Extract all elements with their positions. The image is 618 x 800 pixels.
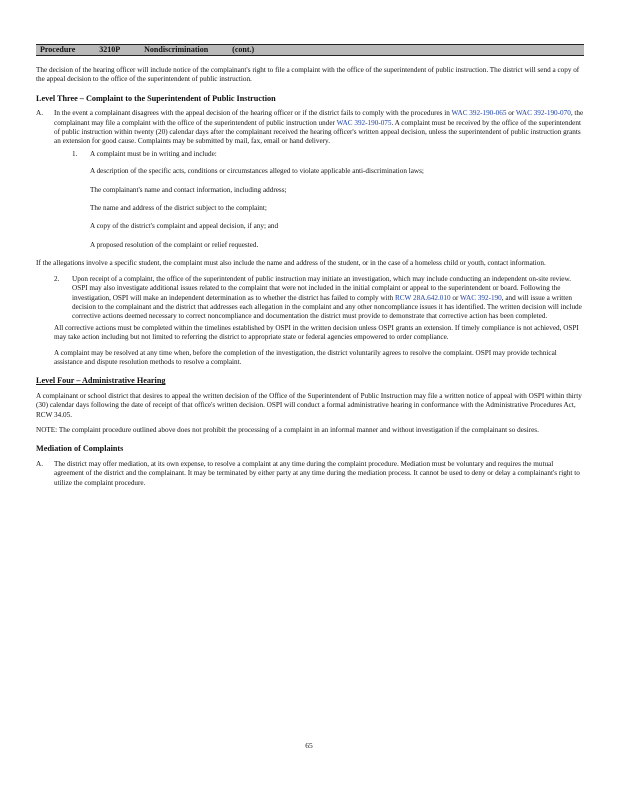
level-three-heading: Level Three – Complaint to the Superintendent of Public Instruction [36, 93, 276, 103]
rcw-28a-link[interactable]: RCW 28A.642.010 [394, 293, 451, 302]
wac-075-link[interactable]: WAC 392-190-075 [336, 118, 392, 127]
level-three-item-a [36, 109, 584, 161]
sub-item-2-body [72, 275, 584, 322]
item-a-marker: A. [36, 109, 43, 118]
bullet-glyph [72, 204, 90, 213]
mediation-item-a [36, 460, 584, 488]
bullet-item [72, 186, 584, 195]
sub-item-2 [54, 275, 584, 322]
bullet-text: A copy of the district's complaint and appeal decision, if any; and [90, 222, 279, 231]
page-number: 65 [305, 741, 313, 750]
header-cont: (cont.) [232, 45, 255, 54]
header-number: 3210P [99, 45, 121, 54]
intro-paragraph: The decision of the hearing officer will include notice of the complainant's right to file a complaint with the office of the superintendent of public instruction. The district will send a copy of the appeal decision to the office of the superintendent of public instruction. [36, 66, 580, 84]
note-paragraph: NOTE: The complaint procedure outlined above does not prohibit the processing of a complaint in an informal manner and without investigation if the complainant so desires. [36, 425, 539, 434]
item-a-text-4: . A complaint must be received by the office of the superintendent of public instruction within twenty (20) calendar days after the complainant received the hearing officer's written appeal decision, unless the superintendent of public instruction grants an extension for good cause. Complaints may be submitted by mail, fax, email or hand delivery. [54, 118, 581, 146]
item-2-text-3: , and will issue a written decision to the complainant and the district that addresses each allegation in the complaint and any other noncompliance issues it has identified. The written decision will include corrective actions deemed necessary to correct noncompliance and documentation the district must provide to demonstrate that corrective action has been completed. [72, 293, 582, 321]
sub-item-1-text: A complaint must be in writing and include: [90, 149, 217, 158]
bullet-glyph [72, 222, 90, 231]
bullet-glyph [72, 186, 90, 195]
student-note-paragraph: If the allegations involve a specific student, the complaint must also include the name and address of the student, or in the case of a homeless child or youth, contact information. [36, 259, 546, 268]
level-four-heading [36, 376, 584, 385]
voluntary-resolution-paragraph: A complaint may be resolved at any time when, before the completion of the investigation, the district voluntarily agrees to resolve the complaint. OSPI may provide technical assistance and dispute resolution methods to resolve a complaint. [54, 348, 557, 366]
level-four-paragraph: A complainant or school district that desires to appeal the written decision of the Office of the Superintendent of Public Instruction may file a written notice of appeal with OSPI within thirty (30) calendar days following the date of receipt of that office's written decision. OSPI will conduct a formal administrative hearing in conformance with the Administrative Procedures Act, RCW 34.05. [36, 391, 582, 419]
bullet-text: The name and address of the district subject to the complaint; [90, 204, 267, 213]
procedure-header [36, 44, 584, 56]
bullet-text: A proposed resolution of the complaint or relief requested. [90, 240, 259, 249]
mediation-heading: Mediation of Complaints [36, 444, 124, 454]
mediation-a-marker: A. [36, 459, 43, 468]
wac-070-link[interactable]: WAC 392-190-070 [515, 109, 571, 118]
sub-item-2-paragraph [72, 275, 584, 322]
corrective-actions-paragraph: All corrective actions must be completed within the timelines established by OSPI in the written decision unless OSPI grants an extension. If timely compliance is not achieved, OSPI may take action including but not limited to referring the district to appropriate state or federal agencies empowered to order compliance. [54, 323, 579, 342]
item-a-text-1: In the event a complainant disagrees with the appeal decision of the hearing officer or if the district fails to comply with the procedures in [54, 109, 450, 118]
item-a-body [54, 109, 584, 161]
item-2-text-2: or [452, 293, 459, 302]
sub-item-2-marker: 2. [54, 274, 60, 283]
bullet-item [72, 222, 584, 231]
sub-item-1-marker: 1. [72, 149, 78, 158]
item-a-paragraph [54, 109, 584, 147]
wac-392-190-link[interactable]: WAC 392-190 [460, 293, 502, 302]
item-2-text-1: Upon receipt of a complaint, the office of the superintendent of public instruction may initiate an investigation, which may include conducting an independent on-site review. OSPI may also investigate additional issues related to the complaint that were not included in the initial complaint or appeal to the superintendent or board. Following the investigation, OSPI will make an independent determination as to whether the district has failed to comply with [72, 274, 571, 302]
mediation-a-text: The district may offer mediation, at its own expense, to resolve a complaint at any time during the complaint procedure. Mediation must be voluntary and requires the mutual agreement of the district and the complainant. It may be terminated by either party at any time during the mediation process. It cannot be used to deny or delay a complainant's right to utilize the complaint procedure. [54, 459, 580, 487]
item-a-text-2: or [508, 109, 515, 118]
bullet-text: The complainant's name and contact information, including address; [90, 185, 287, 194]
item-a-text-3: , the complainant may file a complaint with the office of the superintendent of public instruction under [54, 109, 584, 127]
header-title: Nondiscrimination [144, 45, 209, 54]
wac-065-link[interactable]: WAC 392-190-065 [451, 109, 507, 118]
bullet-item [72, 167, 584, 176]
sub-item-1 [72, 150, 584, 159]
bullet-glyph [72, 241, 90, 250]
document-page [36, 44, 584, 488]
header-procedure-label: Procedure [40, 45, 76, 54]
bullet-item [72, 204, 584, 213]
bullet-text: A description of the specific acts, conditions or circumstances alleged to violate applicable anti-discrimination laws; [90, 167, 424, 176]
bullet-item [72, 241, 584, 250]
level-four-heading-text: Level Four – Administrative Hearing [36, 376, 166, 386]
bullet-glyph [72, 167, 90, 176]
